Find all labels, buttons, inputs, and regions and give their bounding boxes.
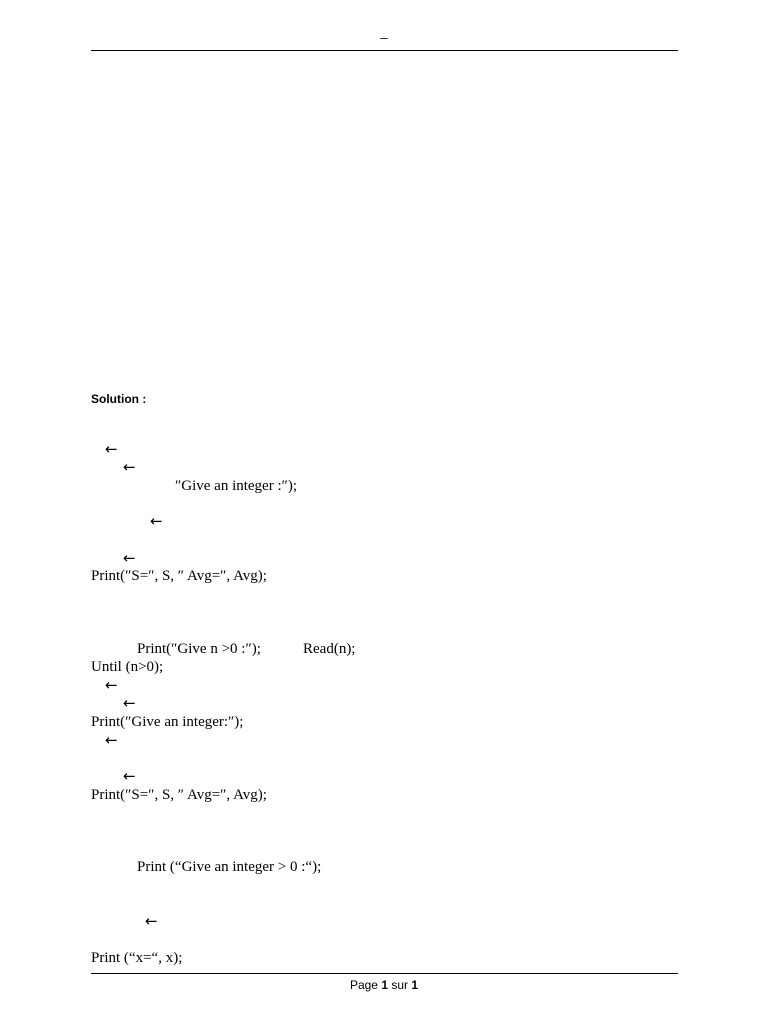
code-line: Print(″Give n >0 :″); xyxy=(137,641,261,657)
code-line: Print(″Give an integer:″); xyxy=(91,714,244,730)
footer-page-total: 1 xyxy=(411,978,419,992)
assign-arrow-icon: ← xyxy=(123,458,136,476)
code-line: Print(″S=″, S, ″ Avg=″, Avg); xyxy=(91,787,267,803)
assign-arrow-icon: ← xyxy=(145,912,158,930)
footer-rule xyxy=(91,973,678,974)
assign-arrow-icon: ← xyxy=(105,440,118,458)
footer-of-word: sur xyxy=(391,978,409,992)
assign-arrow-icon: ← xyxy=(123,694,136,712)
code-line: ″Give an integer :″); xyxy=(175,478,298,494)
assign-arrow-icon: ← xyxy=(150,512,163,530)
code-line: Print (“x=“, x); xyxy=(91,950,183,966)
code-line: Print(″S=″, S, ″ Avg=″, Avg); xyxy=(91,568,267,584)
footer-page-word: Page xyxy=(349,978,378,992)
code-line: Print (“Give an integer > 0 :“); xyxy=(137,859,322,875)
assign-arrow-icon: ← xyxy=(123,767,136,785)
header-rule xyxy=(91,50,678,51)
assign-arrow-icon: ← xyxy=(105,676,118,694)
assign-arrow-icon: ← xyxy=(105,731,118,749)
solution-heading: Solution : xyxy=(91,392,147,406)
page-footer xyxy=(0,977,768,993)
page-header-mark: – xyxy=(380,30,388,45)
code-line: Until (n>0); xyxy=(91,659,164,675)
code-line: Read(n); xyxy=(303,641,356,657)
assign-arrow-icon: ← xyxy=(123,549,136,567)
footer-page-number: 1 xyxy=(381,978,388,992)
